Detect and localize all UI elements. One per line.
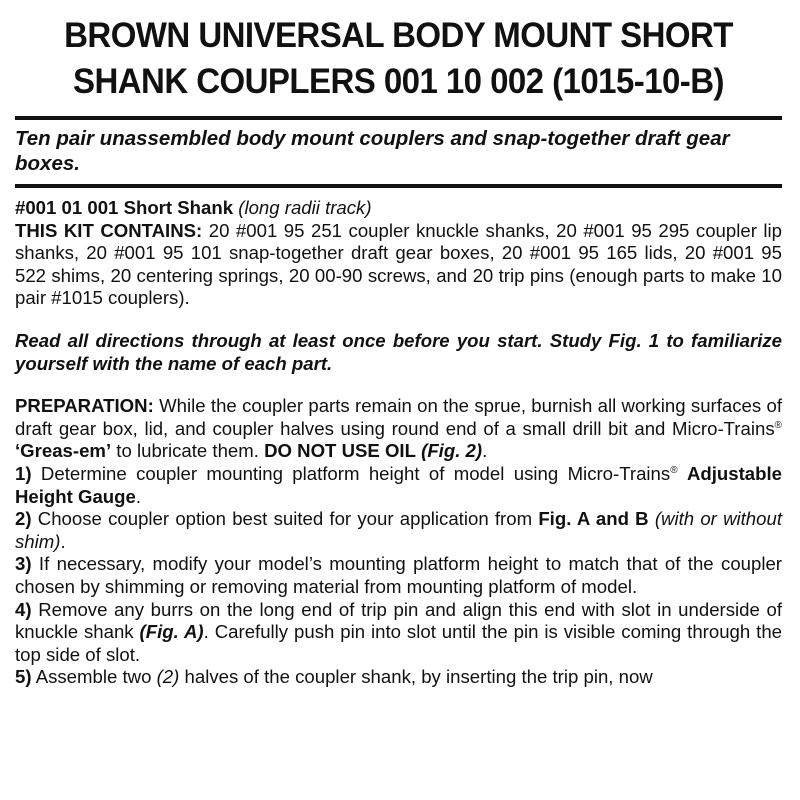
- step-number: 5): [15, 666, 32, 688]
- step-2: [15, 508, 782, 553]
- step-5: [15, 666, 782, 689]
- step-text: Remove any burrs on the long end of trip pin and align this end with slot in underside of knuckle shank: [15, 598, 782, 643]
- title-line-2: SHANK COUPLERS 001 10 002 (1015-10-B): [73, 61, 724, 101]
- preparation-text-2: to lubricate them.: [116, 440, 259, 462]
- subtitle: Ten pair unassembled body mount couplers and snap-together draft gear boxes.: [15, 127, 730, 175]
- step-number: 1): [15, 462, 32, 484]
- preparation-label: PREPARATION:: [15, 395, 154, 417]
- page-title: [42, 0, 755, 104]
- step-4: [15, 599, 782, 667]
- step-text-end: halves of the coupler shank, by inserting the trip pin, now: [184, 666, 653, 688]
- step-text: If necessary, modify your model’s mounting platform height to match that of the coupler chosen by shimming or removing material from mounting platform of model.: [15, 553, 783, 597]
- step-text: Choose coupler option best suited for your application from: [37, 508, 533, 530]
- kit-header: [15, 197, 782, 220]
- preparation-text-1: While the coupler parts remain on the sprue, burnish all working surfaces of draft gear box, lid, and coupler halves using round end of a small drill bit and Micro-Trains: [15, 395, 782, 439]
- height-gauge-product: Adjustable Height Gauge: [15, 462, 782, 507]
- step-text: Assemble two: [35, 666, 152, 688]
- fig-a-b-ref: Fig. A and B: [538, 508, 649, 530]
- title-line-1: BROWN UNIVERSAL BODY MOUNT SHORT: [64, 15, 733, 55]
- step-number: 3): [15, 553, 32, 575]
- fig-a-ref: (Fig. A): [139, 621, 204, 643]
- step-text-end: .: [60, 530, 66, 552]
- registered-mark: ®: [774, 419, 782, 431]
- step-3: [15, 553, 782, 598]
- contains-text: 20 #001 95 251 coupler knuckle shanks, 20 #001 95 295 coupler lip shanks, 20 #001 95 101 snap-together draft gear boxes, 20 #001 95 165 lids, 20 #001 95 522 shims, 20 centering springs, 20 00-90 screws, and 20 trip pins (enough parts to make 10 pair #1015 couplers).: [15, 219, 782, 309]
- read-directions-note: Read all directions through at least once before you start. Study Fig. 1 to familiarize yourself with the name of each part.: [15, 329, 782, 374]
- step-text-end: .: [135, 485, 142, 507]
- step-number: 2): [15, 508, 32, 530]
- kit-note: (long radii track): [238, 197, 372, 218]
- preparation-paragraph: [15, 395, 782, 463]
- kit-contents: [15, 220, 782, 310]
- shim-note: (with or without shim): [15, 508, 782, 552]
- step-text: Determine coupler mounting platform height of model using Micro-Trains: [40, 462, 671, 484]
- fig-2-ref: (Fig. 2): [421, 440, 483, 462]
- step-number: 4): [15, 598, 32, 620]
- count-note: (2): [156, 666, 180, 688]
- contains-label: THIS KIT CONTAINS:: [15, 219, 203, 241]
- preparation-end: .: [482, 440, 488, 462]
- kit-id: #001 01 001 Short Shank: [15, 197, 234, 218]
- registered-mark: ®: [670, 464, 678, 476]
- oil-warning: DO NOT USE OIL: [264, 440, 416, 462]
- step-text-end: . Carefully push pin into slot until the pin is visible coming through the top side of slot.: [15, 621, 783, 665]
- title-divider: [15, 116, 782, 120]
- greas-em-product: ‘Greas-em’: [15, 440, 112, 462]
- step-1: [15, 463, 782, 508]
